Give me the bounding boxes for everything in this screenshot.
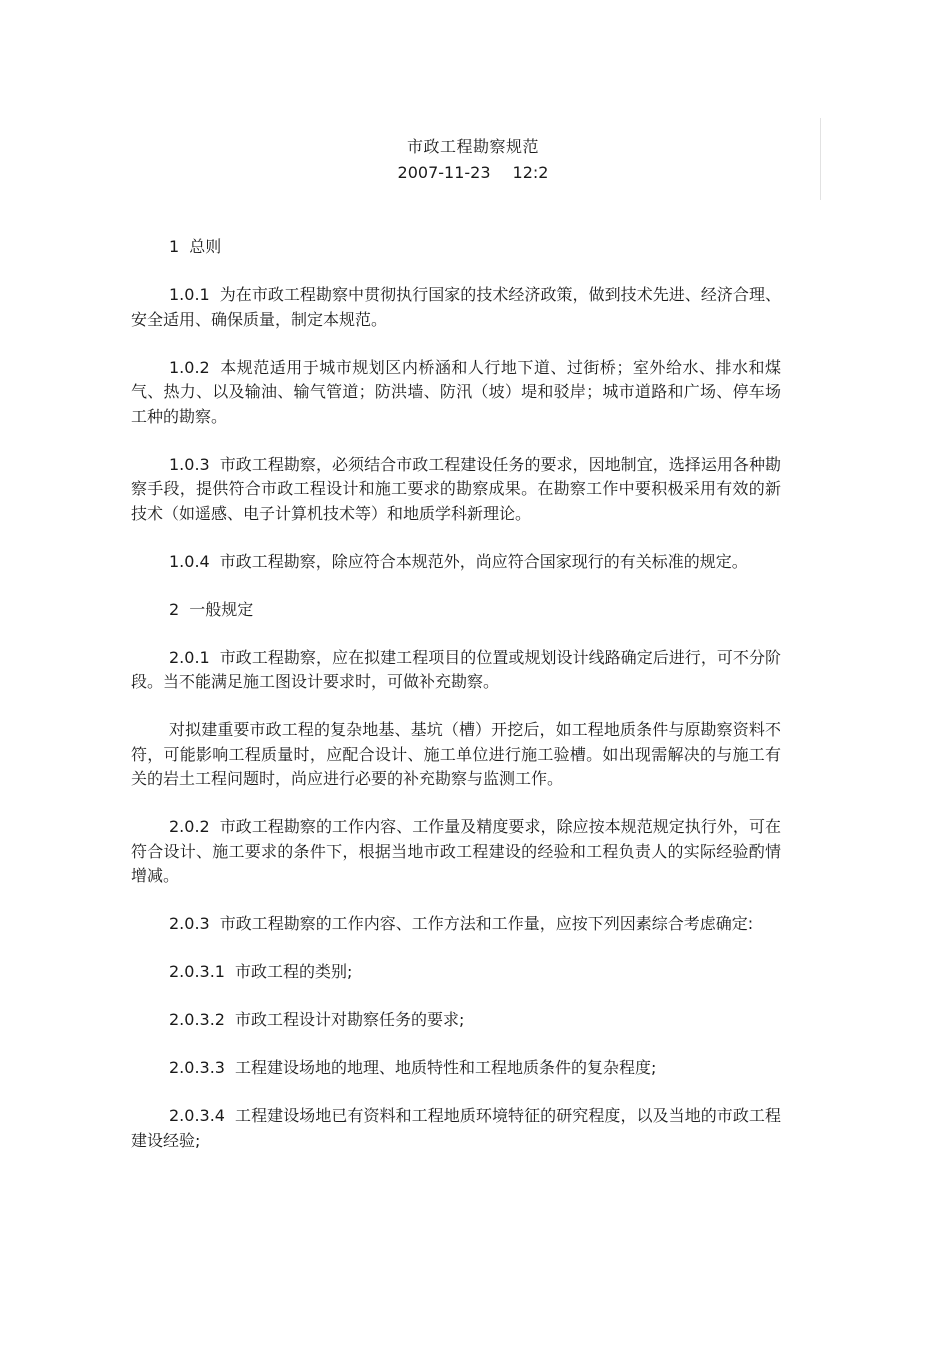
clause-paragraph — [131, 718, 781, 792]
section-number: 1 — [169, 237, 180, 256]
document-time: 12:2 — [512, 163, 549, 182]
clause-number: 2.0.1 — [169, 647, 210, 667]
document-body — [131, 235, 781, 1177]
document-datetime — [0, 160, 946, 186]
clause-text: 市政工程勘察，除应符合本规范外，尚应符合国家现行的有关标准的规定。 — [219, 551, 748, 571]
clause-number: 1.0.2 — [169, 357, 210, 377]
document-title: 市政工程勘察规范 — [406, 137, 539, 156]
clause-paragraph — [131, 283, 781, 332]
clause-number: 2.0.3 — [169, 914, 210, 933]
list-item-number: 2.0.3.1 — [169, 962, 225, 981]
list-item-number: 2.0.3.4 — [169, 1106, 225, 1125]
clause-number: 2.0.2 — [169, 817, 210, 836]
clause-text: 对拟建重要市政工程的复杂地基、基坑（槽）开挖后，如工程地质条件与原勘察资料不符，可能影响工程质量时，应配合设计、施工单位进行施工验槽。如出现需解决的与施工有关的岩土工程问题时，尚应进行必要的补充勘察与监测工作。 — [131, 720, 781, 788]
list-item-text: 市政工程设计对勘察任务的要求; — [234, 1010, 465, 1029]
clause-paragraph — [131, 356, 781, 430]
clause-paragraph — [131, 646, 781, 695]
clause-text: 市政工程勘察的工作内容、工作量及精度要求，除应按本规范规定执行外，可在符合设计、施工要求的条件下，根据当地市政工程建设的经验和工程负责人的实际经验酌情增减。 — [131, 817, 781, 885]
list-item-text: 工程建设场地的地理、地质特性和工程地质条件的复杂程度; — [234, 1058, 657, 1077]
list-item-text: 工程建设场地已有资料和工程地质环境特征的研究程度，以及当地的市政工程建设经验; — [131, 1106, 781, 1150]
clause-text: 为在市政工程勘察中贯彻执行国家的技术经济政策，做到技术先进、经济合理、安全适用、确保质量，制定本规范。 — [131, 285, 781, 329]
clause-text: 本规范适用于城市规划区内桥涵和人行地下道、过街桥；室外给水、排水和煤气、热力、以及输油、输气管道；防洪墙、防汛（坡）堤和驳岸；城市道路和广场、停车场工种的勘察。 — [131, 357, 781, 426]
list-item — [131, 1056, 781, 1081]
clause-paragraph — [131, 912, 781, 937]
clause-paragraph — [131, 453, 781, 527]
list-item — [131, 1104, 781, 1153]
section-number: 2 — [169, 599, 180, 619]
section-title: 一般规定 — [189, 599, 254, 619]
clause-text: 市政工程勘察，应在拟建工程项目的位置或规划设计线路确定后进行，可不分阶段。当不能满足施工图设计要求时，可做补充勘察。 — [131, 647, 781, 691]
section-heading — [131, 598, 781, 623]
clause-paragraph — [131, 815, 781, 889]
clause-number: 1.0.1 — [169, 285, 210, 304]
clause-number: 1.0.4 — [169, 551, 210, 571]
clause-paragraph — [131, 550, 781, 575]
list-item-number: 2.0.3.2 — [169, 1010, 225, 1029]
list-item-number: 2.0.3.3 — [169, 1058, 225, 1077]
clause-text: 市政工程勘察，必须结合市政工程建设任务的要求，因地制宜，选择运用各种勘察手段，提供符合市政工程设计和施工要求的勘察成果。在勘察工作中要积极采用有效的新技术（如遥感、电子计算机技术等）和地质学科新理论。 — [131, 454, 781, 523]
clause-text: 市政工程勘察的工作内容、工作方法和工作量，应按下列因素综合考虑确定: — [219, 914, 754, 933]
list-item — [131, 1008, 781, 1033]
document-date: 2007-11-23 — [397, 163, 491, 182]
list-item — [131, 960, 781, 985]
document-header — [0, 134, 946, 186]
clause-number: 1.0.3 — [169, 454, 210, 474]
list-item-text: 市政工程的类别; — [234, 962, 353, 981]
section-title: 总则 — [189, 237, 222, 256]
section-heading — [131, 235, 781, 260]
